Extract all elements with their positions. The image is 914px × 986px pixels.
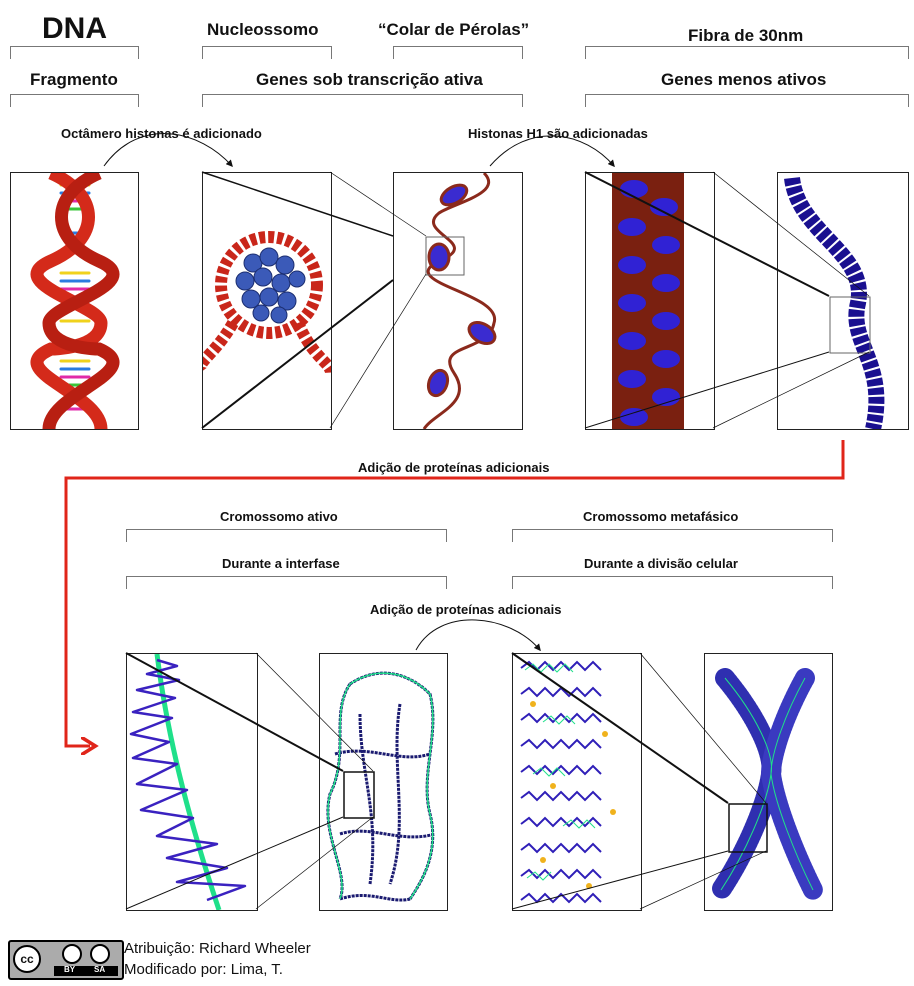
h1-note: Histonas H1 são adicionadas [468,126,648,141]
zoom-line-1 [202,172,393,236]
by-text: BY [64,965,76,974]
added-proteins-middle: Adição de proteínas adicionais [358,460,550,475]
fiber-30nm-title: Fibra de 30nm [688,26,804,45]
cell-division-label: Durante a divisão celular [584,556,738,571]
cc-license-badge [8,940,124,980]
octamer-arrow [104,134,232,166]
beads-on-string-title: “Colar de Pérolas” [378,20,530,39]
zoom-line-13 [512,653,728,803]
octamer-note: Octâmero histonas é adicionado [61,126,262,141]
zoom-line-15 [640,653,766,803]
dna-fragment-label: Fragmento [30,70,118,89]
zoom-line-4 [330,274,426,428]
by-icon [62,944,82,964]
active-genes-label: Genes sob transcrição ativa [256,70,483,89]
cc-icon: cc [13,945,41,973]
zoom-line-11 [256,653,373,771]
added-proteins-bottom: Adição de proteínas adicionais [370,602,562,617]
added-proteins-arrow [416,620,540,650]
red-transition-arrow [66,440,843,746]
interphase-label: Durante a interfase [222,556,340,571]
modified-by-text: Modificado por: Lima, T. [124,961,283,978]
zoom-line-2 [202,280,393,428]
dna-title: DNA [42,12,107,45]
metaphase-chromosome-label: Cromossomo metafásico [583,509,739,524]
attribution-text: Atribuição: Richard Wheeler [124,940,311,957]
zoom-line-12 [256,817,373,909]
less-active-genes-label: Genes menos ativos [661,70,827,89]
sa-icon [90,944,110,964]
zoom-line-16 [640,851,766,909]
nucleosome-title: Nucleossomo [207,20,319,39]
active-chromosome-label: Cromossomo ativo [220,509,338,524]
zoom-line-5 [585,172,829,296]
zoom-line-3 [330,172,426,236]
sa-text: SA [94,965,106,974]
zoom-line-14 [512,851,728,909]
zoom-line-10 [126,817,343,909]
zoom-line-6 [585,352,829,428]
zoom-line-9 [126,653,343,771]
h1-arrow [490,136,614,166]
